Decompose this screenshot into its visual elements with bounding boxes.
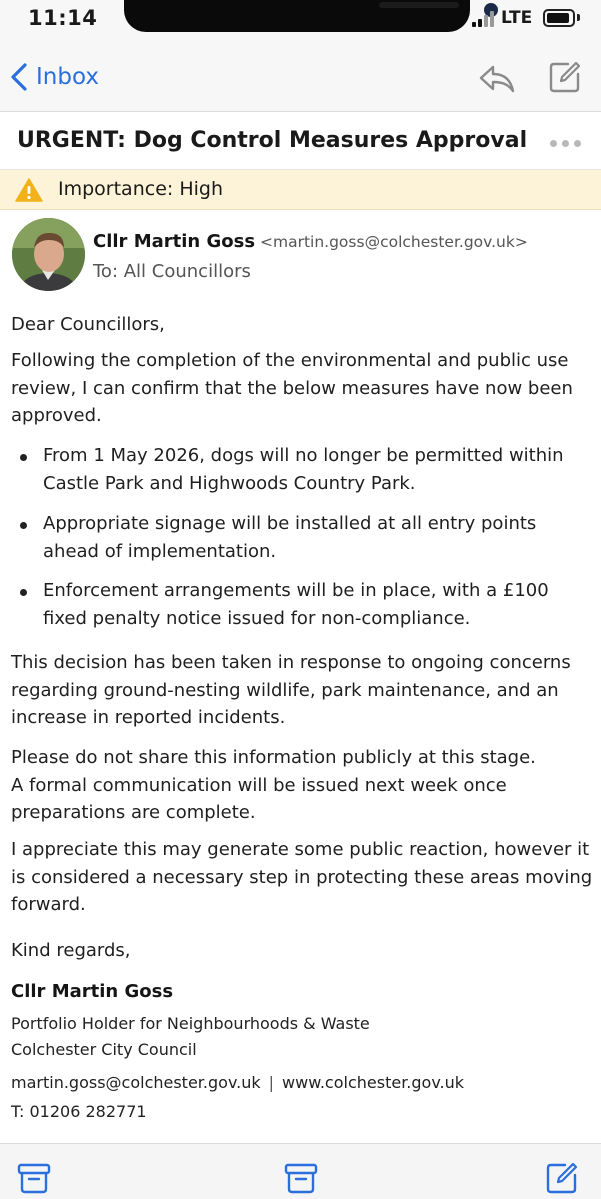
nav-bar — [0, 40, 601, 112]
list-item-text: Appropriate signage will be installed at all entry points ahead of implementation. — [43, 513, 537, 562]
signoff: Kind regards, — [11, 940, 131, 961]
signature-email-link[interactable]: martin.goss@colchester.gov.uk — [11, 1073, 261, 1092]
notice-line: A formal communication will be issued next week once preparations are complete. — [11, 774, 507, 823]
back-label: Inbox — [36, 64, 99, 90]
status-bar — [0, 0, 601, 40]
bullet-icon — [20, 589, 27, 596]
device-notch — [124, 0, 470, 32]
notch-speaker — [379, 2, 459, 8]
archive-icon[interactable] — [16, 1161, 52, 1195]
sender-name[interactable]: Cllr Martin Goss — [93, 231, 256, 252]
sender-avatar — [12, 218, 85, 291]
signature-website-link[interactable]: www.colchester.gov.uk — [282, 1073, 465, 1092]
reply-icon[interactable] — [478, 63, 516, 95]
compose-icon[interactable] — [548, 60, 582, 94]
intro-paragraph: Following the completion of the environmental and public use review, I can confirm that the below measures have now been approved. — [11, 350, 573, 426]
battery-icon — [543, 9, 575, 27]
signature-contact — [11, 1073, 464, 1092]
list-item-text: From 1 May 2026, dogs will no longer be permitted within Castle Park and Highwoods Country Park. — [43, 445, 564, 494]
chevron-left-icon — [6, 60, 34, 94]
bottom-toolbar — [0, 1143, 601, 1199]
bullet-icon — [20, 454, 27, 461]
signature-separator: | — [268, 1073, 275, 1092]
list-item-text: Enforcement arrangements will be in place, with a £100 fixed penalty notice issued for non-compliance. — [43, 580, 549, 629]
status-time: 11:14 — [28, 6, 98, 30]
sender-email[interactable]: <martin.goss@colchester.gov.uk> — [260, 233, 528, 251]
warning-icon — [15, 177, 43, 203]
greeting: Dear Councillors, — [11, 314, 165, 335]
more-options-icon[interactable] — [550, 140, 582, 148]
signature-organisation: Colchester City Council — [11, 1040, 197, 1059]
network-label: LTE — [501, 8, 533, 28]
message-subject: URGENT: Dog Control Measures Approval — [17, 128, 528, 153]
back-button[interactable] — [6, 60, 99, 94]
importance-banner — [0, 170, 601, 210]
move-to-folder-icon[interactable] — [283, 1161, 319, 1195]
bullet-icon — [20, 522, 27, 529]
notice-paragraph — [11, 744, 601, 827]
importance-label: Importance: High — [58, 178, 223, 200]
notice-line: Please do not share this information publicly at this stage. — [11, 747, 536, 768]
subject-row — [0, 112, 601, 170]
reaction-paragraph: I appreciate this may generate some public reaction, however it is considered a necessary step in protecting these areas moving forward. — [11, 839, 593, 915]
signal-strength-icon — [472, 11, 498, 27]
recipients[interactable]: To: All Councillors — [93, 261, 251, 282]
reason-paragraph: This decision has been taken in response to ongoing concerns regarding ground-nesting wildlife, park maintenance, and an increase in reported incidents. — [11, 652, 571, 728]
signature-name: Cllr Martin Goss — [11, 981, 174, 1002]
signature-phone[interactable]: T: 01206 282771 — [11, 1102, 147, 1121]
compose-icon[interactable] — [545, 1161, 581, 1195]
signature-role: Portfolio Holder for Neighbourhoods & Waste — [11, 1014, 370, 1033]
battery-cap — [577, 14, 580, 21]
